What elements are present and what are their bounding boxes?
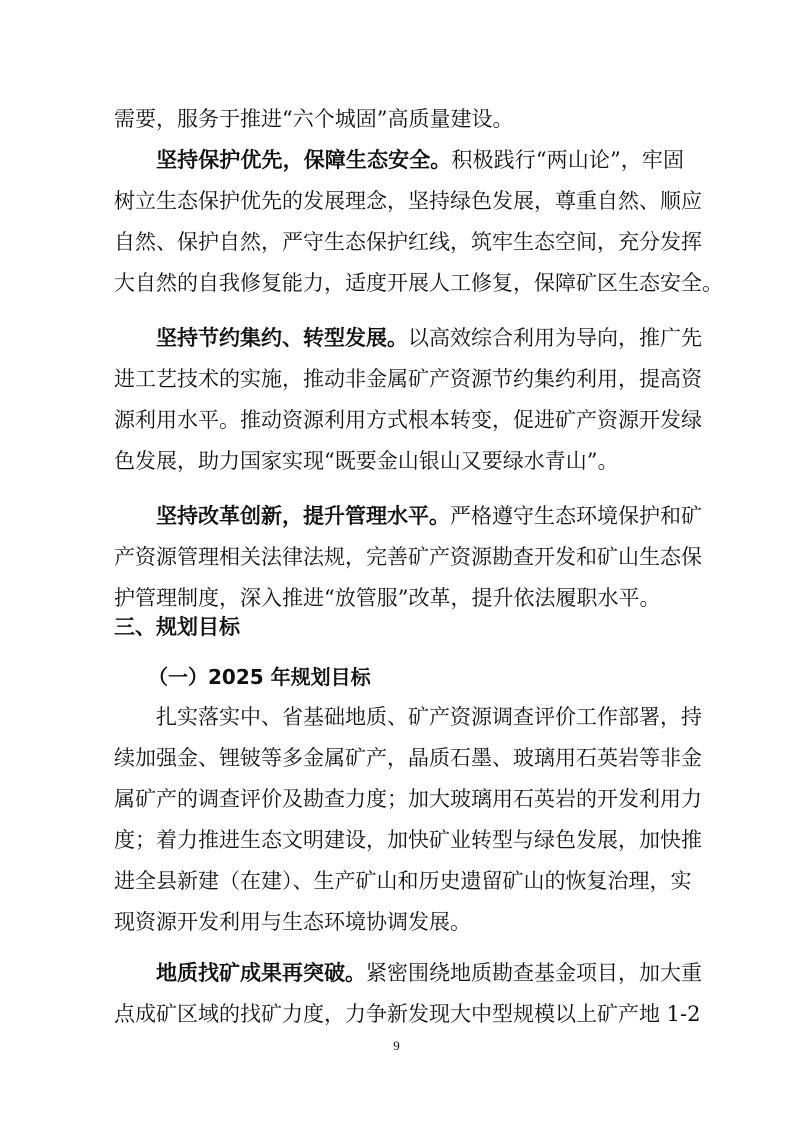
paragraph-reform-line-1	[156, 504, 702, 528]
paragraph-reform-lead: 坚持改革创新，提升管理水平。	[156, 504, 450, 528]
paragraph-protection-lead: 坚持保护优先，保障生态安全。	[156, 148, 452, 172]
paragraph-exploration-lead: 地质找矿成果再突破。	[156, 961, 366, 985]
paragraph-conservation-lead: 坚持节约集约、转型发展。	[156, 326, 408, 350]
paragraph-goals-line-3: 属矿产的调查评价及勘查力度；加大玻璃用石英岩的开发利用力	[114, 787, 702, 811]
paragraph-conservation-line-2: 进工艺技术的实施，推动非金属矿产资源节约集约利用，提高资	[114, 367, 702, 391]
paragraph-exploration-line-1	[156, 961, 702, 985]
paragraph-protection-line-1-rest: 积极践行“两山论”，牢固	[451, 148, 684, 172]
paragraph-protection-line-4: 大自然的自我修复能力，适度开展人工修复，保障矿区生态安全。	[114, 271, 723, 295]
paragraph-protection-line-3: 自然、保护自然，严守生态保护红线，筑牢生态空间，充分发挥	[114, 230, 702, 254]
paragraph-conservation-line-1-rest: 以高效综合利用为导向，推广先	[408, 326, 702, 350]
paragraph-reform-line-3: 护管理制度，深入推进“放管服”改革，提升依法履职水平。	[114, 586, 661, 610]
paragraph-protection-line-2: 树立生态保护优先的发展理念，坚持绿色发展，尊重自然、顺应	[114, 189, 702, 213]
paragraph-goals-line-6: 现资源开发利用与生态环境协调发展。	[114, 910, 471, 934]
paragraph-conservation-line-4: 色发展，助力国家实现“既要金山银山又要绿水青山”。	[114, 449, 619, 473]
paragraph-reform-line-2: 产资源管理相关法律法规，完善矿产资源勘查开发和矿山生态保	[114, 545, 702, 569]
paragraph-conservation-line-3: 源利用水平。推动资源利用方式根本转变，促进矿产资源开发绿	[114, 408, 702, 432]
paragraph-goals-line-5: 进全县新建（在建）、生产矿山和历史遗留矿山的恢复治理，实	[114, 869, 692, 893]
paragraph-continuation-line: 需要，服务于推进“六个城固”高质量建设。	[114, 107, 514, 131]
section-heading: 三、规划目标	[114, 615, 240, 639]
paragraph-reform-line-1-rest: 严格遵守生态环境保护和矿	[450, 504, 702, 528]
paragraph-protection-line-1	[156, 148, 684, 172]
paragraph-goals-line-2: 续加强金、锂铍等多金属矿产，晶质石墨、玻璃用石英岩等非金	[114, 746, 702, 770]
paragraph-goals-line-4: 度；着力推进生态文明建设，加快矿业转型与绿色发展，加快推	[114, 828, 702, 852]
paragraph-exploration-line-1-rest: 紧密围绕地质勘查基金项目，加大重	[366, 961, 702, 985]
paragraph-exploration-line-2: 点成矿区域的找矿力度，力争新发现大中型规模以上矿产地 1-2	[114, 1002, 701, 1026]
subsection-heading: （一）2025 年规划目标	[148, 665, 371, 689]
paragraph-conservation-line-1	[156, 326, 702, 350]
paragraph-goals-line-1: 扎实落实中、省基础地质、矿产资源调查评价工作部署，持	[156, 705, 702, 729]
page-number: 9	[393, 1038, 400, 1053]
